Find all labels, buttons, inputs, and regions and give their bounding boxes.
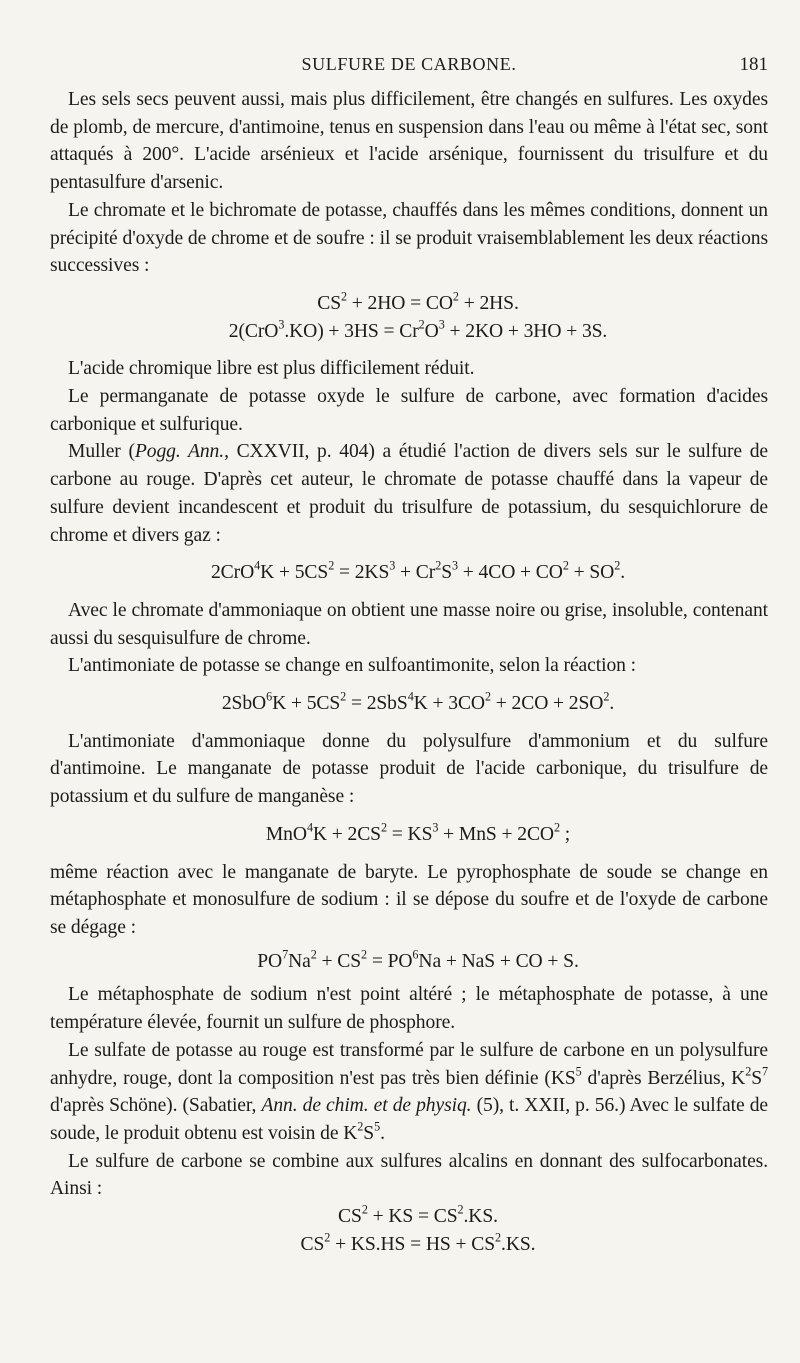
muller-reference: Pogg. Ann. xyxy=(134,441,225,463)
paragraph-sels-secs: Les sels secs peuvent aussi, mais plus difficilement, être changés en sulfures. Les oxydes de plomb, de mercure, d'antimoine, tenus en suspension dans l'eau ou même à l'état sec, sont attaqués à 200°. L'acide arsénieux et l'acide arsénique, fournissent du trisulfure et du pentasulfure d'arsenic. xyxy=(50,89,768,194)
sulfate-text-m: . xyxy=(380,1122,385,1144)
paragraph-antimoniate-potasse: L'antimoniate de potasse se change en sulfoantimonite, selon la réaction : xyxy=(68,655,636,677)
page-number: 181 xyxy=(739,54,768,75)
equation-4: $2SbO^6K + 5CS^2 = 2SbS^4K + 3CO^2 + 2CO + 2SO^2$. xyxy=(221,689,615,715)
paragraph-acide-chromique: L'acide chromique libre est plus difficilement réduit. xyxy=(68,358,475,380)
equation-7: $CS^2$ + KS = $CS^2.KS$. xyxy=(338,1202,498,1228)
sulfate-text-k: S xyxy=(363,1122,375,1144)
running-title: SULFURE DE CARBONE. xyxy=(301,54,517,74)
paragraph-manganate-baryte: même réaction avec le manganate de baryte. Le pyrophosphate de soude se change en métaphosphate et monosulfure de sodium : il se dépose du soufre et de l'oxyde de carbone se dégage : xyxy=(50,861,768,938)
sulfate-sup-f: 7 xyxy=(762,1064,768,1078)
equation-3: $2CrO^4K + 5CS^2 = 2KS^3 + Cr^2S^3 + 4CO + CO^2 + SO^2$. xyxy=(210,558,626,584)
paragraph-chromate: Le chromate et le bichromate de potasse, chauffés dans les mêmes conditions, donnent un précipité d'oxyde de chrome et de soufre : il se produit vraisemblablement les deux réactions successives : xyxy=(50,199,768,277)
equation-5: $MnO^4K + 2CS^2 = KS^3$ + MnS + $2CO^2$ ; xyxy=(265,820,571,845)
equation-2: $2(CrO^3.KO) + 3HS = Cr^2O^3 + 2KO + 3HO + 3S$. xyxy=(228,317,608,342)
sulfate-text-e: S xyxy=(751,1067,762,1089)
muller-text-rest: , CXXVII, p. 404) a étudié l'action de divers sels sur le sulfure de carbone au rouge. D'après cet auteur, le chromate de potasse chauffé dans la vapeur de sulfure devient incandescent et produit du trisulfure de potassium, du sesquichlorure de chrome et divers gaz : xyxy=(50,441,769,546)
paragraph-chromate-ammoniaque: Avec le chromate d'ammoniaque on obtient une masse noire ou grise, insoluble, contenant aussi du sesquisulfure de chrome. xyxy=(50,599,768,649)
equation-8: $CS^2 + KS.HS$ = HS + $CS^2.KS$. xyxy=(300,1230,536,1255)
paragraph-muller xyxy=(50,438,768,549)
paragraph-antimoniate-ammoniaque: L'antimoniate d'ammoniaque donne du polysulfure d'ammonium et du sulfure d'antimoine. Le manganate de potasse produit de l'acide carbonique, du trisulfure de potassium et du sulfure de manganèse : xyxy=(50,730,768,808)
sulfate-text-a: Le sulfate de potasse au rouge est transformé par le sulfure de carbone en un polysulfure anhydre, rouge, dont la composition n'est pas très bien définie (KS xyxy=(50,1039,768,1089)
sulfate-sup-l: 5 xyxy=(374,1119,381,1134)
sulfate-text-c: d'après Berzélius, K xyxy=(581,1067,746,1089)
sulfate-sup-j: 2 xyxy=(357,1119,364,1134)
sulfate-sup-d: 2 xyxy=(745,1064,752,1078)
muller-text: Muller ( xyxy=(68,441,135,463)
equation-1: $CS^2 + 2HO = CO^2 + 2HS$. xyxy=(317,289,519,314)
sulfate-reference: Ann. de chim. et de physiq. xyxy=(261,1095,472,1117)
page-header xyxy=(50,52,768,80)
equation-6: $PO^7Na^2 + CS^2 = PO^6Na$ + NaS + CO + S. xyxy=(257,947,579,972)
sulfate-sup-b: 5 xyxy=(575,1064,582,1078)
sulfate-text-g: d'après Schöne). (Sabatier, xyxy=(50,1095,262,1117)
paragraph-sulfocarbonates: Le sulfure de carbone se combine aux sulfures alcalins en donnant des sulfocarbonates. Ainsi : xyxy=(50,1150,768,1200)
paragraph-metaphosphate: Le métaphosphate de sodium n'est point altéré ; le métaphosphate de potasse, à une température élevée, fournit un sulfure de phosphore. xyxy=(50,984,768,1034)
sulfate-text-i: (5), t. XXII, p. 56.) Avec le sulfate de soude, le produit obtenu est voisin de K xyxy=(50,1095,768,1144)
paragraph-sulfate-potasse xyxy=(50,1037,768,1148)
page-body xyxy=(50,86,768,1258)
paragraph-permanganate: Le permanganate de potasse oxyde le sulfure de carbone, avec formation d'acides carbonique et sulfurique. xyxy=(50,386,768,435)
